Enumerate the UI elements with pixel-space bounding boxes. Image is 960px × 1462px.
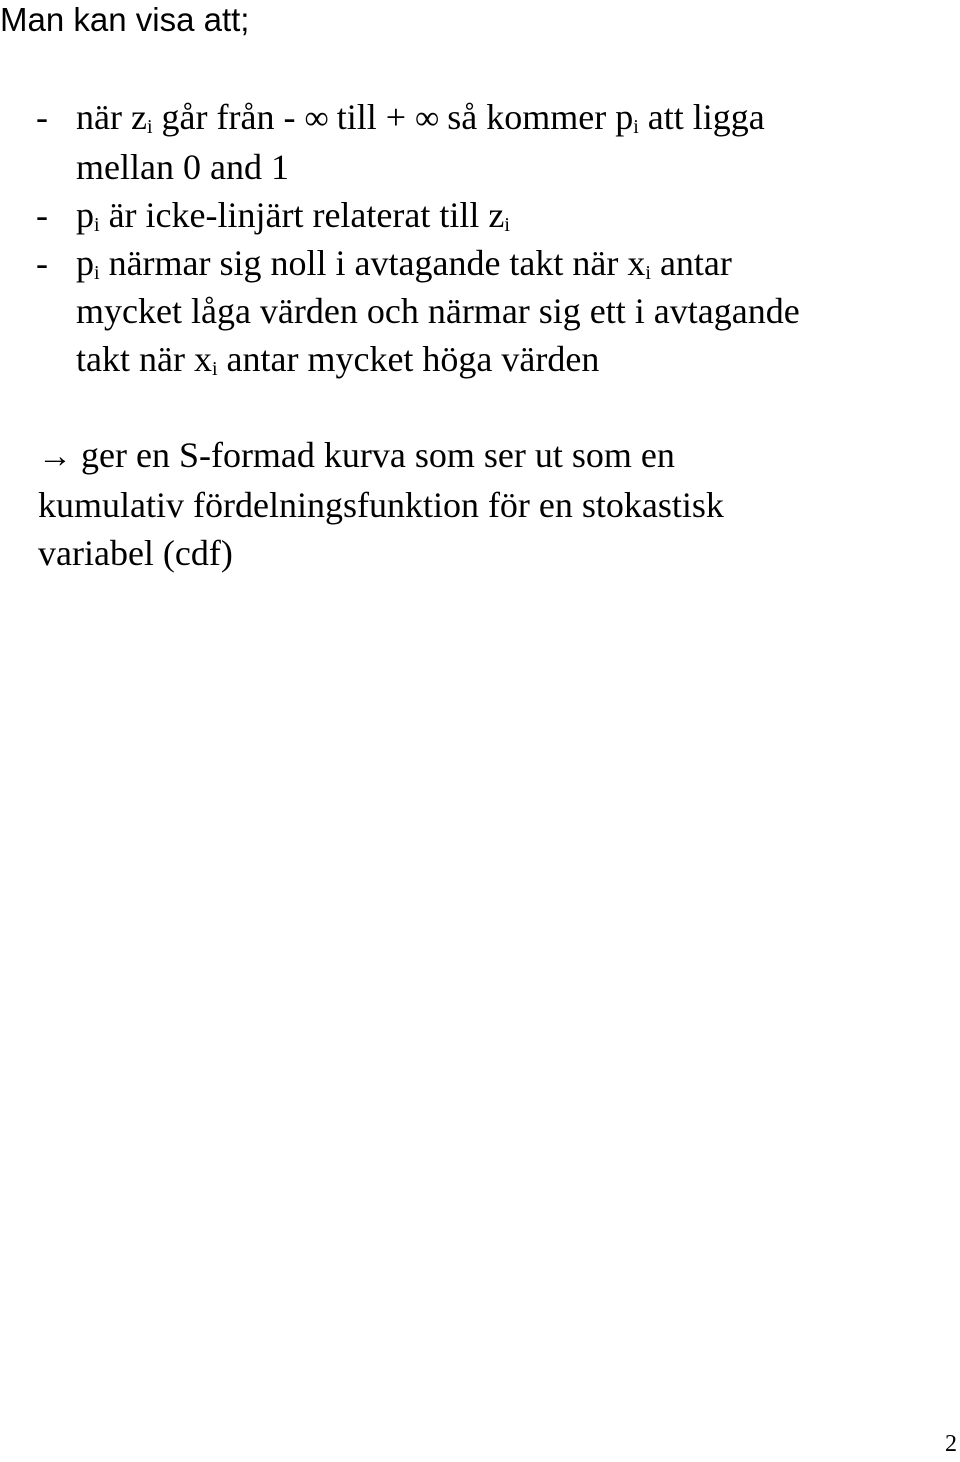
subscript: i xyxy=(645,262,651,284)
infinity-symbol: ∞ xyxy=(304,100,328,137)
text-line xyxy=(76,93,936,143)
text-line xyxy=(76,191,936,239)
page-heading: Man kan visa att; xyxy=(0,1,250,38)
subscript: i xyxy=(94,262,100,284)
property-list xyxy=(36,93,936,383)
subscript: i xyxy=(633,116,639,138)
text-segment: närmar sig noll i avtagande takt när x xyxy=(99,243,646,283)
right-arrow-icon: → xyxy=(38,438,72,475)
text-segment: till + xyxy=(327,97,415,137)
text-line: variabel (cdf) xyxy=(38,533,233,573)
bullet-dash: - xyxy=(36,195,48,235)
bullet-dash: - xyxy=(36,243,48,283)
text-segment: är icke-linjärt relaterat till z xyxy=(99,195,505,235)
subscript: i xyxy=(146,116,153,138)
text-segment: p xyxy=(76,243,94,283)
text-line xyxy=(38,431,938,481)
text-segment: går från - xyxy=(152,97,305,137)
text-segment: ger en S-formad kurva som ser ut som en xyxy=(72,435,675,475)
text-segment: antar xyxy=(650,243,732,283)
conclusion-paragraph xyxy=(38,431,938,577)
text-segment: takt när x xyxy=(76,339,212,379)
text-line xyxy=(76,335,936,383)
text-line xyxy=(76,239,936,287)
text-segment: när z xyxy=(76,97,147,137)
text-segment: att ligga xyxy=(638,97,765,137)
bullet-dash: - xyxy=(36,97,48,137)
text-line: mellan 0 and 1 xyxy=(76,147,289,187)
page-number: 2 xyxy=(945,1431,957,1457)
infinity-symbol: ∞ xyxy=(415,100,439,137)
text-segment: antar mycket höga värden xyxy=(217,339,600,379)
list-item xyxy=(36,239,936,383)
list-item xyxy=(36,191,936,239)
text-line: mycket låga värden och närmar sig ett i avtagande xyxy=(76,291,800,331)
subscript: i xyxy=(94,214,100,236)
text-segment: p xyxy=(76,195,94,235)
subscript: i xyxy=(504,214,510,236)
list-item xyxy=(36,93,936,191)
text-segment: så kommer p xyxy=(438,97,634,137)
subscript: i xyxy=(211,358,218,380)
text-line: kumulativ fördelningsfunktion för en stokastisk xyxy=(38,485,724,525)
